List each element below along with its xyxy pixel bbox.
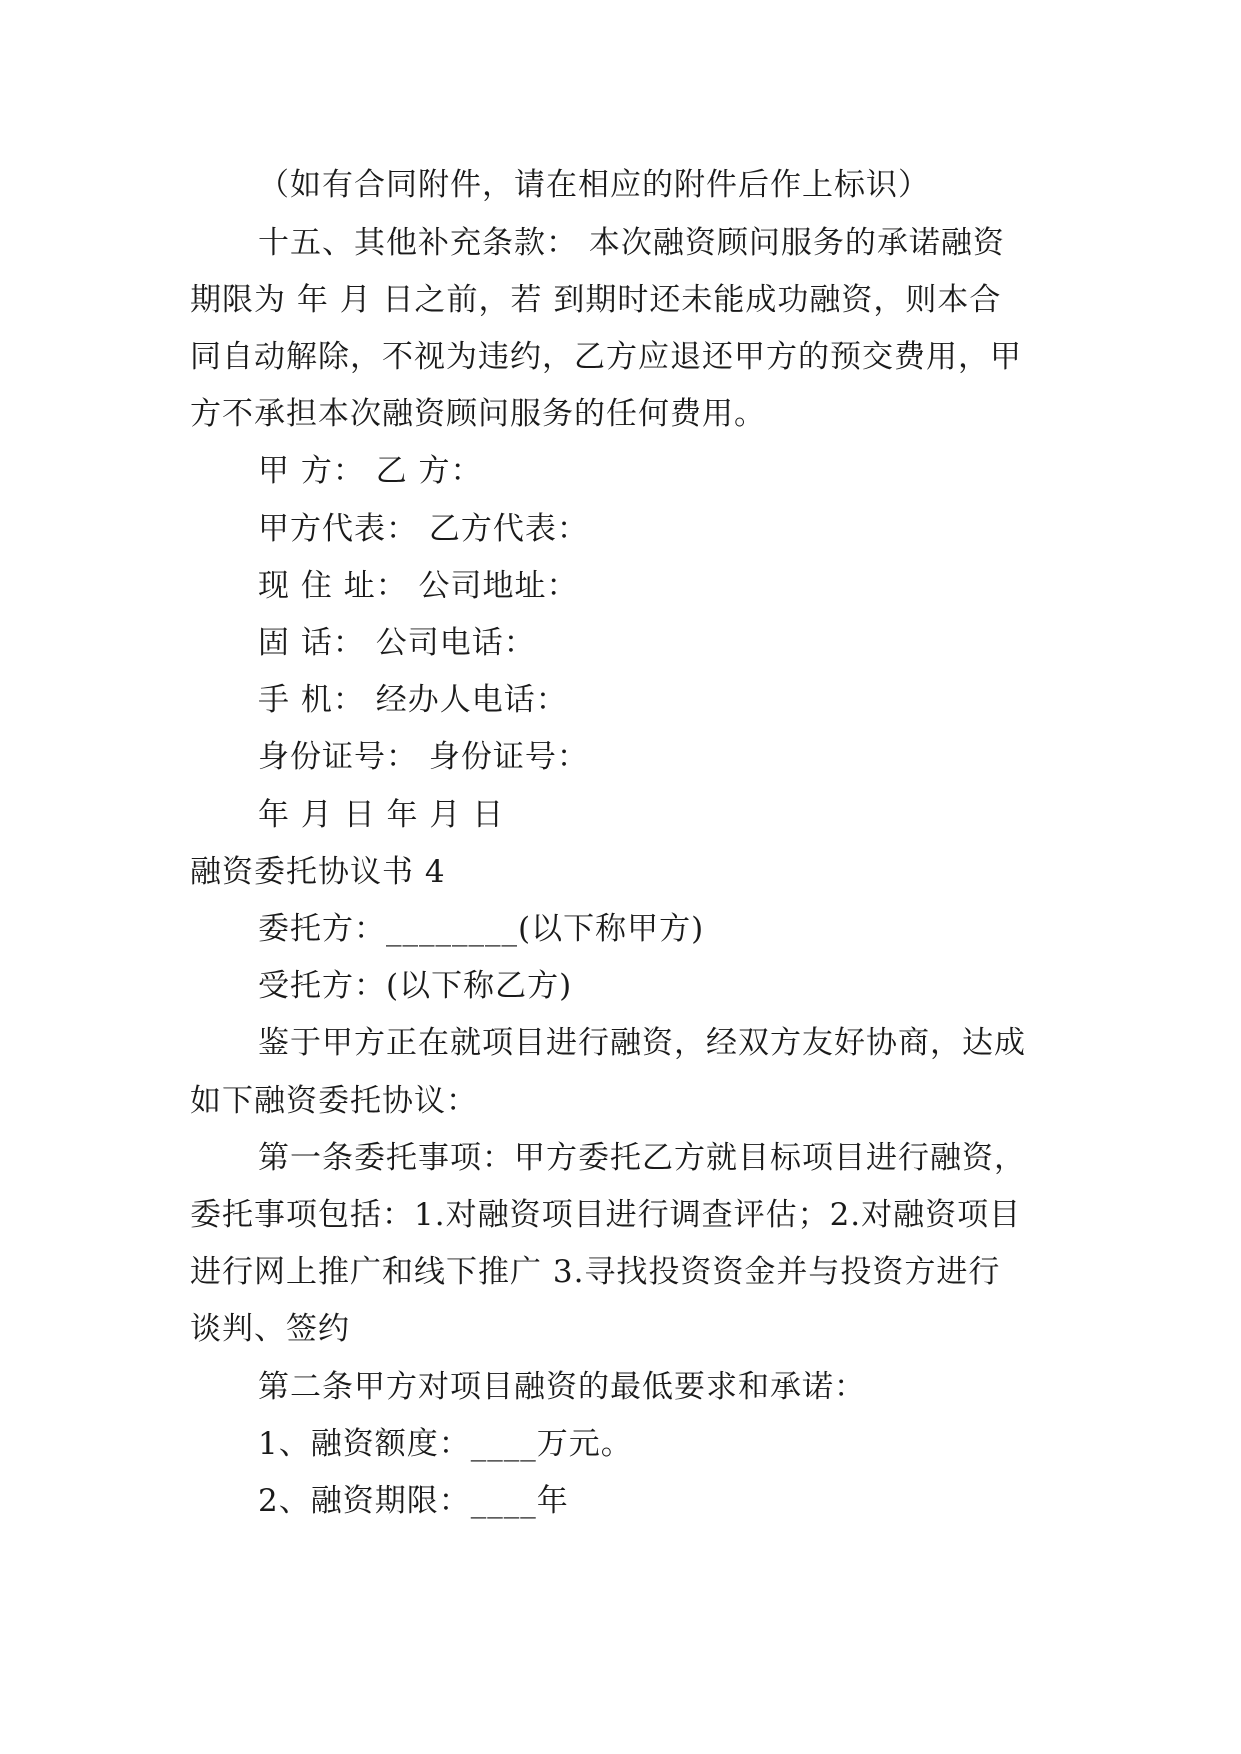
financing-term-row: 2、融资期限：____年 [258, 1483, 569, 1519]
financing-amount-row: 1、融资额度：____万元。 [258, 1426, 633, 1462]
clause-15-line-3: 同自动解除，不视为违约，乙方应退还甲方的预交费用，甲 [190, 339, 1022, 375]
clause-15-line-4: 方不承担本次融资顾问服务的任何费用。 [190, 396, 766, 432]
article-2-heading: 第二条甲方对项目融资的最低要求和承诺： [258, 1369, 866, 1405]
date-row: 年 月 日 年 月 日 [258, 797, 505, 833]
attachment-note: （如有合同附件，请在相应的附件后作上标识） [258, 167, 930, 203]
article-1-line-1: 第一条委托事项：甲方委托乙方就目标项目进行融资， [258, 1140, 1026, 1176]
id-number-row: 身份证号： 身份证号： [258, 739, 589, 775]
preamble-line-2: 如下融资委托协议： [190, 1083, 478, 1119]
mobile-row: 手 机： 经办人电话： [258, 682, 568, 718]
address-row: 现 住 址： 公司地址： [258, 568, 579, 604]
phone-row: 固 话： 公司电话： [258, 625, 536, 661]
representative-row: 甲方代表： 乙方代表： [258, 511, 589, 547]
article-1-line-4: 谈判、签约 [190, 1311, 350, 1347]
agent-row: 受托方：(以下称乙方) [258, 968, 573, 1004]
party-row: 甲 方： 乙 方： [258, 453, 483, 489]
article-1-line-2: 委托事项包括：1.对融资项目进行调查评估；2.对融资项目 [190, 1197, 1022, 1233]
section-title: 融资委托协议书 4 [190, 854, 446, 890]
article-1-line-3: 进行网上推广和线下推广 3.寻找投资资金并与投资方进行 [190, 1254, 1001, 1290]
principal-row: 委托方：________(以下称甲方) [258, 911, 705, 947]
clause-15-line-2: 期限为 年 月 日之前，若 到期时还未能成功融资，则本合 [190, 282, 1002, 318]
preamble-line-1: 鉴于甲方正在就项目进行融资，经双方友好协商，达成 [258, 1025, 1026, 1061]
clause-15-line-1: 十五、其他补充条款： 本次融资顾问服务的承诺融资 [258, 225, 1005, 261]
